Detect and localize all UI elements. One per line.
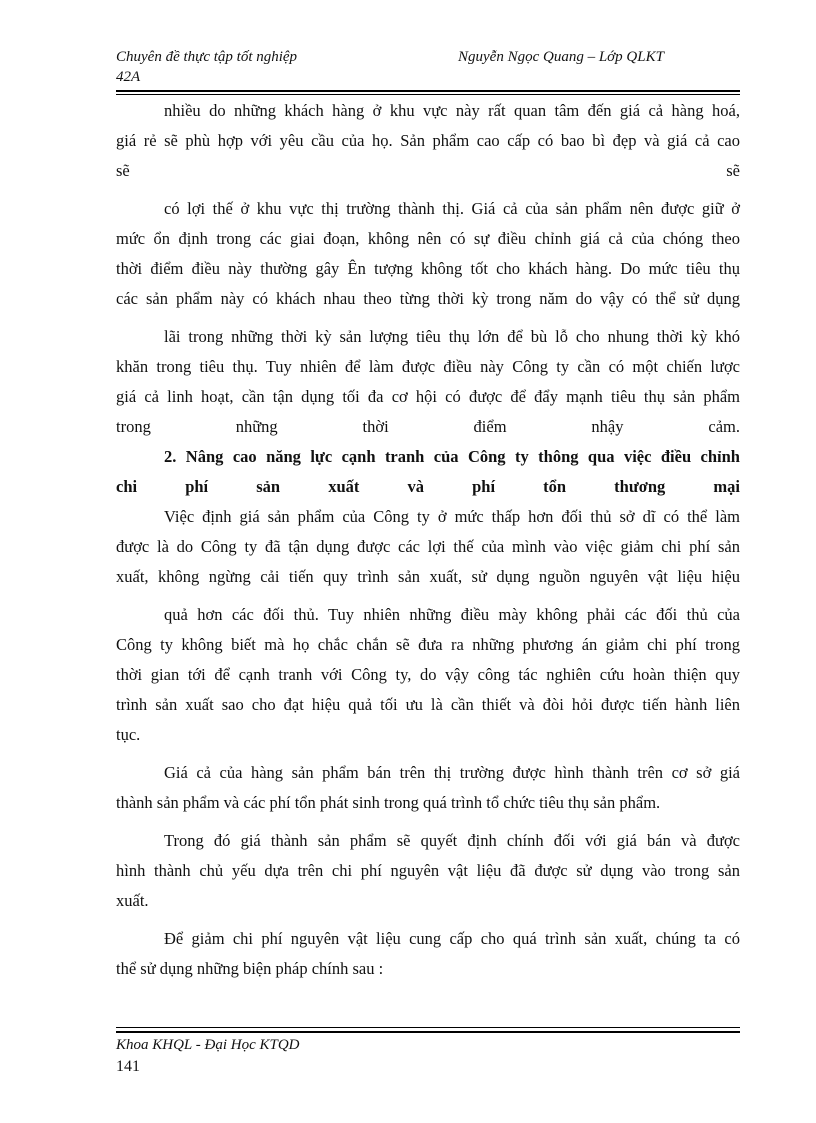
body-line: Việc định giá sản phẩm của Công ty ở mức thấp hơn đối thủ sở dĩ có thể làm [164,507,740,526]
body-line: lãi trong những thời kỳ sản lượng tiêu thụ lớn để bù lỗ cho nhung thời kỳ khó [164,327,740,346]
header-rule-thin [116,94,740,95]
body-line: trình sản xuất sao cho đạt hiệu quả tối ưu là cần thiết và đòi hỏi được tiến hành liên [116,695,740,714]
body-line: mức ổn định trong các giai đoạn, không nên có sự điều chỉnh giá cả của chóng theo [116,229,740,248]
body-line: Để giảm chi phí nguyên vật liệu cung cấp cho quá trình sản xuất, chúng ta có [164,929,740,948]
document-body [116,96,740,984]
header-author: Nguyễn Ngọc Quang – Lớp QLKT [458,49,664,65]
header-title: Chuyên đề thực tập tốt nghiệp [116,49,298,65]
body-line: nhiều do những khách hàng ở khu vực này rất quan tâm đến giá cả hàng hoá, [164,101,740,120]
section-heading: 2. Nâng cao năng lực cạnh tranh của Công ty thông qua việc điều chỉnh [164,447,740,466]
footer-rule-thin [116,1027,740,1028]
page-number: 141 [116,1058,140,1075]
footer-rule-thick [116,1031,740,1033]
body-line: tục. [116,725,141,744]
body-line: giá rẻ sẽ phù hợp với yêu cầu của họ. Sản phẩm cao cấp có bao bì đẹp và giá cả cao [116,131,740,150]
body-line: Giá cả của hàng sản phẩm bán trên thị trường được hình thành trên cơ sở giá [164,763,740,782]
body-line: hình thành chủ yếu dựa trên chi phí nguyên vật liệu đã được sử dụng vào trong sản [116,861,740,880]
body-line: quả hơn các đối thủ. Tuy nhiên những điều mày không phải các đối thủ của [164,605,740,624]
body-line: được là do Công ty đã tận dụng được các lợi thế của mình vào việc giảm chi phí sản [116,537,740,556]
body-line: thể sử dụng những biện pháp chính sau : [116,959,384,978]
body-line: trong những thời điểm nhậy cảm. [116,417,740,436]
body-line: sẽ sẽ [116,161,740,180]
body-line: Trong đó giá thành sản phẩm sẽ quyết định chính đối với giá bán và được [164,831,740,850]
body-line: xuất, không ngừng cải tiến quy trình sản xuất, sử dụng nguồn nguyên vật liệu hiệu [116,567,740,586]
body-line: các sản phẩm này có khách nhau theo từng thời kỳ trong năm do vậy có thể sử dụng [116,289,740,308]
body-line: thời điểm điều này thường gây Ên tượng không tốt cho khách hàng. Do mức tiêu thụ [116,259,740,278]
body-line: xuất. [116,891,149,910]
body-line: thời gian tới để cạnh tranh với Công ty, do vậy công tác nghiên cứu hoàn thiện quy [116,665,740,684]
body-line: giá cả linh hoạt, cần tận dụng tối đa cơ hội có được để đẩy mạnh tiêu thụ sản phẩm [116,387,740,406]
section-heading: chi phí sản xuất và phí tổn thương mại [116,477,740,496]
body-line: thành sản phẩm và các phí tổn phát sinh trong quá trình tổ chức tiêu thụ sản phẩm. [116,793,661,812]
page-footer: Khoa KHQL - Đại Học KTQD [116,1037,300,1053]
header-rule-thick [116,90,740,92]
body-line: Công ty không biết mà họ chắc chắn sẽ đưa ra những phương án giảm chi phí trong [116,635,740,654]
header-class: 42A [116,69,141,85]
body-line: có lợi thế ở khu vực thị trường thành thị. Giá cả của sản phẩm nên được giữ ở [164,199,740,218]
body-line: khăn trong tiêu thụ. Tuy nhiên để làm được điều này Công ty cần có một chiến lược [116,357,740,376]
